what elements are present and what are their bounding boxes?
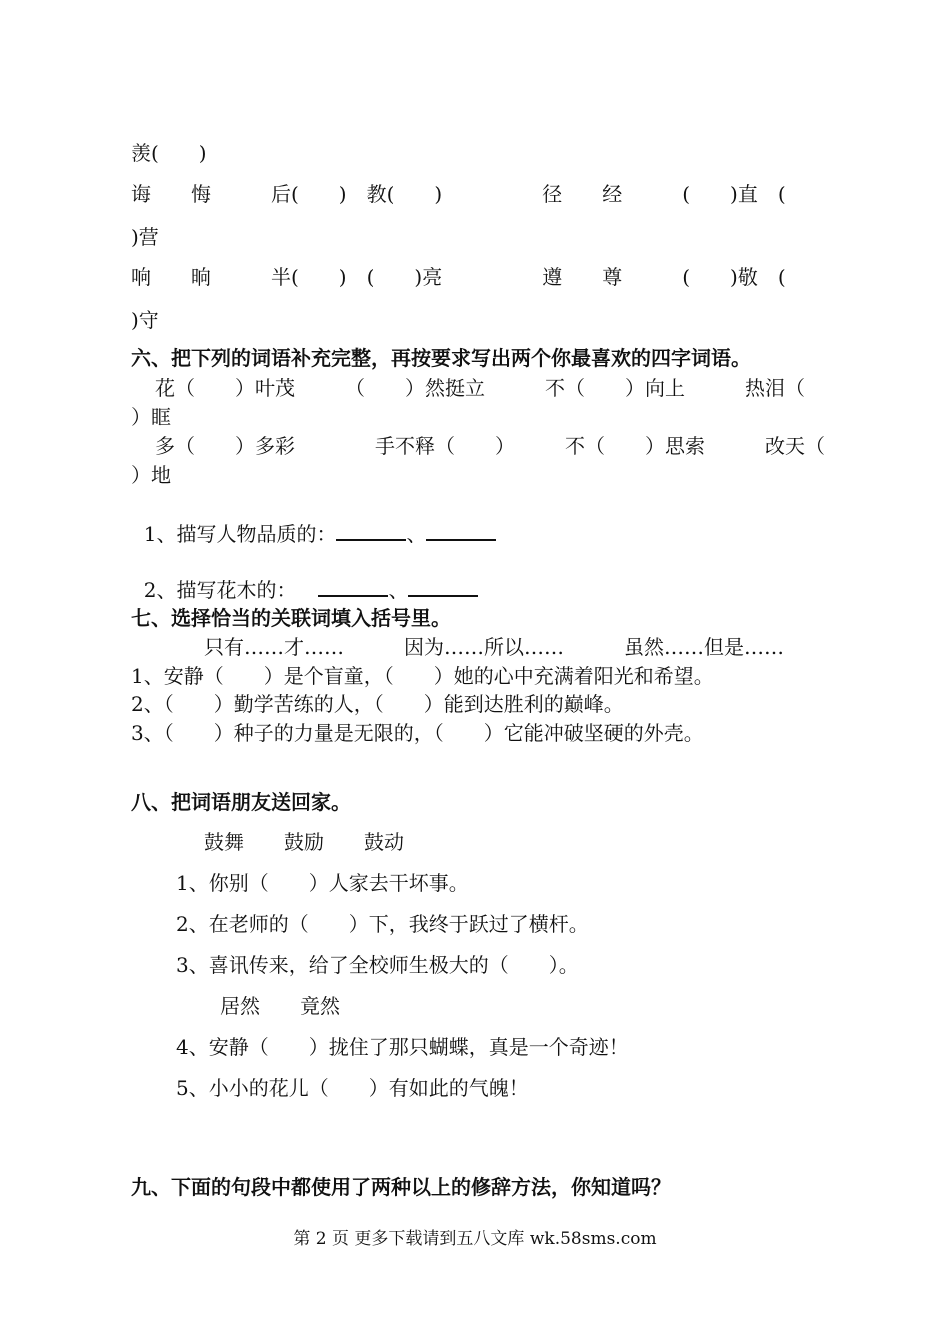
s5-line-2: 诲 悔 后( ) 教( ) 径 经 ( )直 ( bbox=[131, 182, 786, 206]
s6-line-2: ）眶 bbox=[131, 405, 171, 429]
section8-title: 八、把词语朋友送回家。 bbox=[131, 790, 351, 814]
s8-question-2: 2、在老师的（ ）下，我终于跃过了横杆。 bbox=[176, 912, 589, 936]
s7-question-3: 3、（ ）种子的力量是无限的，（ ）它能冲破坚硬的外壳。 bbox=[131, 721, 704, 745]
section6-title: 六、把下列的词语补充完整，再按要求写出两个你最喜欢的四字词语。 bbox=[131, 346, 751, 370]
answer-blank[interactable] bbox=[318, 573, 388, 597]
s5-line-3: )营 bbox=[131, 225, 159, 249]
page-footer: 第 2 页 更多下载请到五八文库 wk.58sms.com bbox=[293, 1229, 657, 1249]
s8-question-3: 3、喜讯传来，给了全校师生极大的（ ）。 bbox=[176, 953, 579, 977]
s6-question-2 bbox=[131, 549, 478, 602]
s6-line-1: 花（ ）叶茂 （ ）然挺立 不（ ）向上 热泪（ bbox=[155, 376, 805, 400]
answer-blank[interactable] bbox=[408, 573, 478, 597]
s6-line-4: ）地 bbox=[131, 463, 171, 487]
section7-title: 七、选择恰当的关联词填入括号里。 bbox=[131, 606, 451, 630]
s5-line-1: 羡( ) bbox=[131, 141, 207, 165]
s8-question-1: 1、你别（ ）人家去干坏事。 bbox=[176, 871, 469, 895]
s6-q1-label: 1、描写人物品质的： bbox=[143, 522, 337, 546]
s8-words-2: 居然 竟然 bbox=[220, 994, 340, 1018]
answer-blank[interactable] bbox=[336, 517, 406, 541]
s5-line-4: 响 晌 半( ) ( )亮 遵 尊 ( )敬 ( bbox=[131, 265, 786, 289]
s5-line-5: )守 bbox=[131, 308, 159, 332]
s6-q2-label: 2、描写花木的： bbox=[143, 578, 297, 602]
s7-options: 只有……才…… 因为……所以…… 虽然……但是…… bbox=[204, 635, 784, 659]
s7-question-2: 2、（ ）勤学苦练的人，（ ）能到达胜利的巅峰。 bbox=[131, 692, 624, 716]
section9-title: 九、下面的句段中都使用了两种以上的修辞方法，你知道吗？ bbox=[131, 1175, 671, 1199]
s8-words-1: 鼓舞 鼓励 鼓动 bbox=[204, 830, 404, 854]
s8-question-4: 4、安静（ ）拢住了那只蝴蝶，真是一个奇迹！ bbox=[176, 1035, 629, 1059]
separator: 、 bbox=[388, 578, 409, 602]
s6-question-1 bbox=[131, 493, 496, 546]
s6-line-3: 多（ ）多彩 手不释（ ） 不（ ）思索 改天（ bbox=[155, 434, 825, 458]
answer-blank[interactable] bbox=[426, 517, 496, 541]
s8-question-5: 5、小小的花儿（ ）有如此的气魄！ bbox=[176, 1076, 529, 1100]
separator: 、 bbox=[406, 522, 427, 546]
s7-question-1: 1、安静（ ）是个盲童，（ ）她的心中充满着阳光和希望。 bbox=[131, 664, 714, 688]
